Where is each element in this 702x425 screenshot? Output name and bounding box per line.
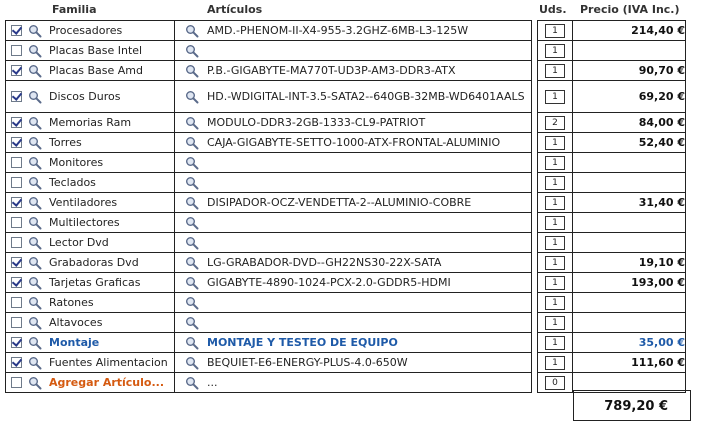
uds-cell bbox=[538, 273, 573, 293]
quantity-input[interactable]: 1 bbox=[545, 216, 565, 230]
row-checkbox[interactable] bbox=[11, 257, 22, 268]
articulo-cell bbox=[175, 21, 532, 41]
table-row bbox=[6, 213, 686, 233]
articulo-cell bbox=[175, 333, 532, 353]
search-icon[interactable] bbox=[185, 90, 199, 104]
familia-label: Ventiladores bbox=[49, 196, 118, 209]
familia-label: Grabadoras Dvd bbox=[49, 256, 139, 269]
precio-cell bbox=[573, 233, 686, 253]
familia-label: Torres bbox=[49, 136, 82, 149]
search-icon[interactable] bbox=[28, 176, 42, 190]
table-row bbox=[6, 233, 686, 253]
familia-label: Ratones bbox=[49, 296, 94, 309]
familia-label: Lector Dvd bbox=[49, 236, 109, 249]
articulo-label: MODULO-DDR3-2GB-1333-CL9-PATRIOT bbox=[207, 115, 426, 129]
articulo-label: ... bbox=[207, 375, 218, 389]
search-icon[interactable] bbox=[185, 24, 199, 38]
search-icon[interactable] bbox=[185, 276, 199, 290]
articulo-cell bbox=[175, 313, 532, 333]
search-icon[interactable] bbox=[185, 64, 199, 78]
quantity-input[interactable]: 1 bbox=[545, 276, 565, 290]
precio-cell: 52,40 € bbox=[573, 133, 686, 153]
articulo-cell bbox=[175, 353, 532, 373]
row-checkbox[interactable] bbox=[11, 65, 22, 76]
familia-cell bbox=[6, 333, 175, 353]
familia-label: Placas Base Intel bbox=[49, 44, 143, 57]
articulo-cell bbox=[175, 173, 532, 193]
quantity-input[interactable]: 1 bbox=[545, 90, 565, 104]
articulo-cell bbox=[175, 113, 532, 133]
row-checkbox[interactable] bbox=[11, 117, 22, 128]
row-checkbox[interactable] bbox=[11, 317, 22, 328]
uds-cell bbox=[538, 113, 573, 133]
articulo-label: GIGABYTE-4890-1024-PCX-2.0-GDDR5-HDMI bbox=[207, 275, 451, 289]
familia-cell bbox=[6, 193, 175, 213]
uds-cell bbox=[538, 61, 573, 81]
articulo-label: P.B.-GIGABYTE-MA770T-UD3P-AM3-DDR3-ATX bbox=[207, 63, 456, 77]
search-icon[interactable] bbox=[185, 156, 199, 170]
precio-cell bbox=[573, 41, 686, 61]
familia-cell bbox=[6, 81, 175, 113]
articulo-cell bbox=[175, 81, 532, 113]
precio-cell bbox=[573, 153, 686, 173]
table-row bbox=[6, 313, 686, 333]
quantity-input[interactable]: 1 bbox=[545, 336, 565, 350]
familia-label: Multilectores bbox=[49, 216, 120, 229]
table-row bbox=[6, 81, 686, 113]
precio-cell: 19,10 € bbox=[573, 253, 686, 273]
header-precio: Precio (IVA Inc.) bbox=[580, 3, 680, 16]
articulo-label: AMD.-PHENOM-II-X4-955-3.2GHZ-6MB-L3-125W bbox=[207, 23, 469, 37]
familia-cell bbox=[6, 133, 175, 153]
precio-cell bbox=[573, 213, 686, 233]
quantity-input[interactable]: 1 bbox=[545, 176, 565, 190]
row-checkbox[interactable] bbox=[11, 337, 22, 348]
table-row bbox=[6, 333, 686, 353]
row-checkbox[interactable] bbox=[11, 237, 22, 248]
components-table bbox=[5, 20, 686, 393]
search-icon[interactable] bbox=[185, 356, 199, 370]
table-row bbox=[6, 293, 686, 313]
articulo-cell bbox=[175, 213, 532, 233]
familia-cell bbox=[6, 293, 175, 313]
precio-cell: 31,40 € bbox=[573, 193, 686, 213]
precio-cell: 214,40 € bbox=[573, 21, 686, 41]
search-icon[interactable] bbox=[28, 90, 42, 104]
articulo-cell bbox=[175, 133, 532, 153]
search-icon[interactable] bbox=[28, 196, 42, 210]
articulo-label: MONTAJE Y TESTEO DE EQUIPO bbox=[207, 335, 398, 349]
familia-label: Altavoces bbox=[49, 316, 103, 329]
row-checkbox[interactable] bbox=[11, 297, 22, 308]
familia-label: Montaje bbox=[49, 336, 100, 349]
familia-label: Procesadores bbox=[49, 24, 123, 37]
search-icon[interactable] bbox=[28, 64, 42, 78]
precio-cell bbox=[573, 293, 686, 313]
row-checkbox[interactable] bbox=[11, 357, 22, 368]
familia-label: Placas Base Amd bbox=[49, 64, 143, 77]
articulo-cell bbox=[175, 153, 532, 173]
articulo-label: LG-GRABADOR-DVD--GH22NS30-22X-SATA bbox=[207, 255, 442, 269]
familia-cell bbox=[6, 233, 175, 253]
search-icon[interactable] bbox=[28, 236, 42, 250]
quantity-input[interactable]: 1 bbox=[545, 296, 565, 310]
familia-label[interactable]: Agregar Artículo... bbox=[49, 376, 165, 389]
familia-cell bbox=[6, 313, 175, 333]
articulo-label: HD.-WDIGITAL-INT-3.5-SATA2--640GB-32MB-WD6401AALS bbox=[207, 89, 525, 103]
quantity-input[interactable]: 1 bbox=[545, 256, 565, 270]
row-checkbox[interactable] bbox=[11, 217, 22, 228]
precio-cell: 90,70 € bbox=[573, 61, 686, 81]
search-icon[interactable] bbox=[28, 216, 42, 230]
quantity-input[interactable]: 0 bbox=[545, 376, 565, 390]
search-icon[interactable] bbox=[28, 356, 42, 370]
row-checkbox[interactable] bbox=[11, 157, 22, 168]
articulo-label: DISIPADOR-OCZ-VENDETTA-2--ALUMINIO-COBRE bbox=[207, 195, 472, 209]
search-icon[interactable] bbox=[185, 316, 199, 330]
header-articulos: Artículos bbox=[207, 3, 263, 16]
articulo-label: BEQUIET-E6-ENERGY-PLUS-4.0-650W bbox=[207, 355, 408, 369]
articulo-cell bbox=[175, 41, 532, 61]
articulo-cell bbox=[175, 273, 532, 293]
precio-cell: 193,00 € bbox=[573, 273, 686, 293]
familia-cell bbox=[6, 273, 175, 293]
search-icon[interactable] bbox=[185, 296, 199, 310]
quantity-input[interactable]: 1 bbox=[545, 44, 565, 58]
table-row bbox=[6, 133, 686, 153]
search-icon[interactable] bbox=[185, 336, 199, 350]
familia-cell bbox=[6, 61, 175, 81]
familia-cell bbox=[6, 153, 175, 173]
quantity-input[interactable]: 1 bbox=[545, 64, 565, 78]
uds-cell bbox=[538, 293, 573, 313]
articulo-label: CAJA-GIGABYTE-SETTO-1000-ATX-FRONTAL-ALUMINIO bbox=[207, 135, 501, 149]
search-icon[interactable] bbox=[28, 116, 42, 130]
uds-cell bbox=[538, 253, 573, 273]
quantity-input[interactable]: 1 bbox=[545, 196, 565, 210]
precio-cell bbox=[573, 313, 686, 333]
articulo-cell bbox=[175, 193, 532, 213]
familia-label: Teclados bbox=[49, 176, 96, 189]
familia-label: Discos Duros bbox=[49, 90, 121, 103]
table-row bbox=[6, 113, 686, 133]
table-row bbox=[6, 353, 686, 373]
familia-cell bbox=[6, 353, 175, 373]
search-icon[interactable] bbox=[28, 24, 42, 38]
quantity-input[interactable]: 1 bbox=[545, 236, 565, 250]
precio-cell: 69,20 € bbox=[573, 81, 686, 113]
familia-cell bbox=[6, 373, 175, 393]
familia-cell bbox=[6, 41, 175, 61]
search-icon[interactable] bbox=[185, 196, 199, 210]
uds-cell bbox=[538, 313, 573, 333]
precio-cell bbox=[573, 173, 686, 193]
search-icon[interactable] bbox=[185, 44, 199, 58]
search-icon[interactable] bbox=[185, 256, 199, 270]
uds-cell bbox=[538, 41, 573, 61]
search-icon[interactable] bbox=[185, 136, 199, 150]
row-checkbox[interactable] bbox=[11, 45, 22, 56]
row-checkbox[interactable] bbox=[11, 277, 22, 288]
header-familia: Familia bbox=[52, 3, 97, 16]
table-row bbox=[6, 61, 686, 81]
search-icon[interactable] bbox=[28, 44, 42, 58]
total-price: 789,20 € bbox=[573, 390, 691, 421]
articulo-cell bbox=[175, 253, 532, 273]
familia-label: Tarjetas Graficas bbox=[49, 276, 141, 289]
familia-cell bbox=[6, 213, 175, 233]
search-icon[interactable] bbox=[185, 176, 199, 190]
row-checkbox[interactable] bbox=[11, 137, 22, 148]
uds-cell bbox=[538, 193, 573, 213]
uds-cell bbox=[538, 233, 573, 253]
search-icon[interactable] bbox=[28, 276, 42, 290]
articulo-cell bbox=[175, 233, 532, 253]
uds-cell bbox=[538, 353, 573, 373]
row-checkbox[interactable] bbox=[11, 91, 22, 102]
familia-cell bbox=[6, 253, 175, 273]
search-icon[interactable] bbox=[28, 256, 42, 270]
search-icon[interactable] bbox=[28, 376, 42, 390]
table-row bbox=[6, 253, 686, 273]
search-icon[interactable] bbox=[28, 296, 42, 310]
header-uds: Uds. bbox=[539, 3, 567, 16]
quantity-input[interactable]: 1 bbox=[545, 136, 565, 150]
uds-cell bbox=[538, 133, 573, 153]
uds-cell bbox=[538, 173, 573, 193]
table-row bbox=[6, 273, 686, 293]
articulo-cell bbox=[175, 293, 532, 313]
familia-label: Monitores bbox=[49, 156, 104, 169]
uds-cell bbox=[538, 333, 573, 353]
search-icon[interactable] bbox=[28, 336, 42, 350]
search-icon[interactable] bbox=[28, 316, 42, 330]
familia-cell bbox=[6, 173, 175, 193]
search-icon[interactable] bbox=[28, 156, 42, 170]
table-row bbox=[6, 173, 686, 193]
articulo-cell bbox=[175, 61, 532, 81]
row-checkbox[interactable] bbox=[11, 377, 22, 388]
precio-cell: 35,00 € bbox=[573, 333, 686, 353]
row-checkbox[interactable] bbox=[11, 177, 22, 188]
search-icon[interactable] bbox=[28, 136, 42, 150]
uds-cell bbox=[538, 373, 573, 393]
search-icon[interactable] bbox=[185, 376, 199, 390]
familia-label: Fuentes Alimentacion bbox=[49, 356, 168, 369]
table-row bbox=[6, 41, 686, 61]
familia-label: Memorias Ram bbox=[49, 116, 132, 129]
articulo-cell bbox=[175, 373, 532, 393]
uds-cell bbox=[538, 213, 573, 233]
uds-cell bbox=[538, 81, 573, 113]
table-row bbox=[6, 193, 686, 213]
precio-cell: 111,60 € bbox=[573, 353, 686, 373]
search-icon[interactable] bbox=[185, 116, 199, 130]
quantity-input[interactable]: 1 bbox=[545, 316, 565, 330]
precio-cell: 84,00 € bbox=[573, 113, 686, 133]
quantity-input[interactable]: 1 bbox=[545, 24, 565, 38]
uds-cell bbox=[538, 21, 573, 41]
uds-cell bbox=[538, 153, 573, 173]
quantity-input[interactable]: 1 bbox=[545, 156, 565, 170]
quantity-input[interactable]: 1 bbox=[545, 356, 565, 370]
row-checkbox[interactable] bbox=[11, 197, 22, 208]
quantity-input[interactable]: 2 bbox=[545, 116, 565, 130]
familia-cell bbox=[6, 21, 175, 41]
table-row bbox=[6, 21, 686, 41]
familia-cell bbox=[6, 113, 175, 133]
table-row bbox=[6, 153, 686, 173]
search-icon[interactable] bbox=[185, 236, 199, 250]
search-icon[interactable] bbox=[185, 216, 199, 230]
row-checkbox[interactable] bbox=[11, 25, 22, 36]
